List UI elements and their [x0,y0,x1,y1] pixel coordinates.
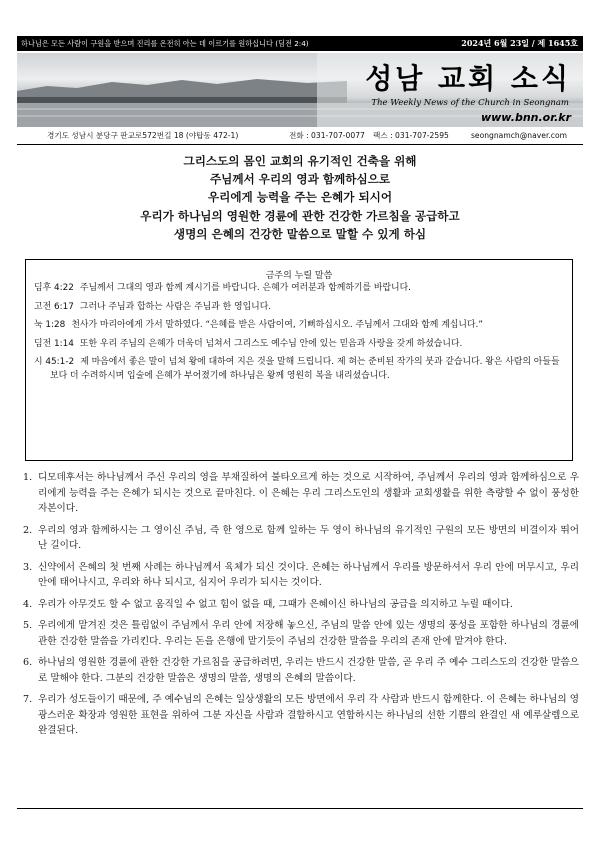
point-number: 7. [23,694,33,705]
point-text: 우리가 성도들이기 때문에, 주 예수님의 은혜는 일상생활의 모든 방면에서 우리 각 사람과 반드시 함께한다. 이 은혜는 하나님의 영광스러운 확장과 영원한 표현을 위하여 그분 자신을 사람과 결합하시고 연합하시는 하나님의 선한 기쁨의 완결인 새 예루살렘으로 완결된다. [38,694,579,736]
email-address[interactable]: seongnamch@naver.com [470,131,567,140]
phone-number: 전화 : 031-707-0077 [289,131,365,140]
point-number: 6. [23,657,33,668]
point-item [23,597,579,613]
point-number: 4. [23,598,33,610]
verse-ref: 눅 1:28 [34,320,66,330]
mission-line: 우리가 하나님의 영원한 경륜에 관한 건강한 가르침을 공급하고 [140,208,460,223]
point-text: 하나님의 영원한 경륜에 관한 건강한 가르침을 공급하려면, 우리는 반드시 건강한 말씀, 곧 우리 주 예수 그리스도의 건강한 말씀으로 말해야 한다. 그분의 건강한 말씀은 생명의 말씀, 생명의 은혜의 말씀이다. [38,657,579,684]
bulletin-subtitle: The Weekly News of the Church in Seongnam [371,98,569,108]
verse-text: 제 마음에서 좋은 말이 넘쳐 왕에 대하여 지은 것을 말해 드립니다. 제 혀는 준비된 작가의 붓과 같습니다. 왕은 사람의 아들들보다 더 수려하시며 입술에 은혜가 부어졌기에 하나님은 왕께 영원히 복을 내리셨습니다. [50,357,560,381]
verse-item [34,301,562,315]
verse-ref: 시 45:1-2 [34,357,75,367]
verse-ref: 딤전 1:14 [34,338,74,349]
point-text: 우리의 영과 함께하시는 그 영이신 주님, 즉 한 영으로 함께 일하는 두 영이 하나님의 유기적인 구원의 모든 방면의 비결이자 뛰어난 길이다. [38,524,579,551]
point-item [23,618,579,649]
point-text: 신약에서 은혜의 첫 번째 사례는 하나님께서 육체가 되신 것이다. 은혜는 하나님께서 우리를 방문하셔서 우리 안에 머무시고, 우리 안에 태어나시고, 우리와 하나 되시고, 심지어 우리가 되시는 것이다. [38,561,579,588]
verse-text: 또한 우리 주님의 은혜가 더욱더 넘쳐서 그리스도 예수님 안에 있는 믿음과 사랑을 갖게 하셨습니다. [79,338,463,349]
weekly-verses-box [25,259,573,461]
point-item [23,470,579,517]
header-divider [17,144,583,145]
issue-date: 2024년 6월 23일 / 제 1645호 [461,38,578,48]
point-text: 우리에게 맡겨진 것은 틀림없이 주님께서 우리 안에 저장해 놓으신, 주님의 말씀 안에 있는 생명의 풍성을 포함한 하나님의 경륜에 관한 건강한 말씀을 가리킨다. 우리는 돈을 은행에 맡기듯이 주님의 건강한 말씀을 우리의 존재 안에 맡겨야 한다. [38,620,579,647]
church-address: 경기도 성남시 분당구 판교로572번길 18 (야탑동 472-1) [47,131,239,140]
mission-line: 그리스도의 몸인 교회의 유기적인 건축을 위해 [183,154,417,168]
point-text: 디모데후서는 하나님께서 주신 우리의 영을 부채질하여 불타오르게 하는 것으로 시작하여, 주님께서 우리의 영과 함께하심으로 우리에게 능력을 주는 은혜가 되시는 것으로 끝마친다. 이 은혜는 우리 그리스도인의 생활과 교회생활을 위한 측량할 수 없이 풍성한 자본이다. [38,472,579,514]
point-number: 2. [23,524,33,536]
fax-number: 팩스 : 031-707-2595 [373,131,449,140]
point-item [23,560,579,591]
message-points [23,470,579,745]
point-number: 5. [23,620,33,631]
point-number: 3. [23,561,33,573]
mission-line: 주님께서 우리의 영과 함께하심으로 [209,172,391,187]
verse-item [34,282,562,296]
header-bar [17,36,583,51]
mission-line: 우리에게 능력을 주는 은혜가 되시어 [207,190,393,205]
point-item [23,692,579,739]
bulletin-title: 성남 교회 소식 [365,62,571,95]
masthead-banner [17,53,583,127]
contact-line [17,130,583,142]
footer-divider [17,808,583,809]
point-text: 우리가 아무것도 할 수 없고 움직일 수 없고 힘이 없을 때, 그때가 은혜이신 하나님의 공급을 의지하고 누릴 때이다. [38,598,513,610]
point-item [23,655,579,686]
verses-heading: 금주의 누릴 말씀 [265,271,333,281]
verse-item [34,356,562,383]
verse-text: 주님께서 그대의 영과 함께 계시기를 바랍니다. 은혜가 여러분과 함께하기를 바랍니다. [79,283,411,293]
verse-item [34,319,562,333]
point-number: 1. [23,472,33,483]
mission-line: 생명의 은혜의 건강한 말씀으로 말할 수 있게 하심 [173,226,427,241]
verse-ref: 고전 6:17 [34,301,74,312]
mission-statement [17,152,583,243]
verse-text: 천사가 마리아에게 가서 말하였다. “은혜를 받은 사람이여, 기뻐하십시오. 주님께서 그대와 함께 계십니다.” [71,320,483,330]
header-verse: 하나님은 모든 사람이 구원을 받으며 진리를 온전히 아는 데 이르기를 원하십니다 (딤전 2:4) [21,39,309,48]
point-item [23,523,579,554]
verse-text: 그러나 주님과 합하는 사람은 주님과 한 영입니다. [79,301,272,312]
verse-ref: 딤후 4:22 [34,283,74,293]
website-link[interactable]: www.bnn.or.kr [480,111,571,124]
verse-item [34,338,562,352]
